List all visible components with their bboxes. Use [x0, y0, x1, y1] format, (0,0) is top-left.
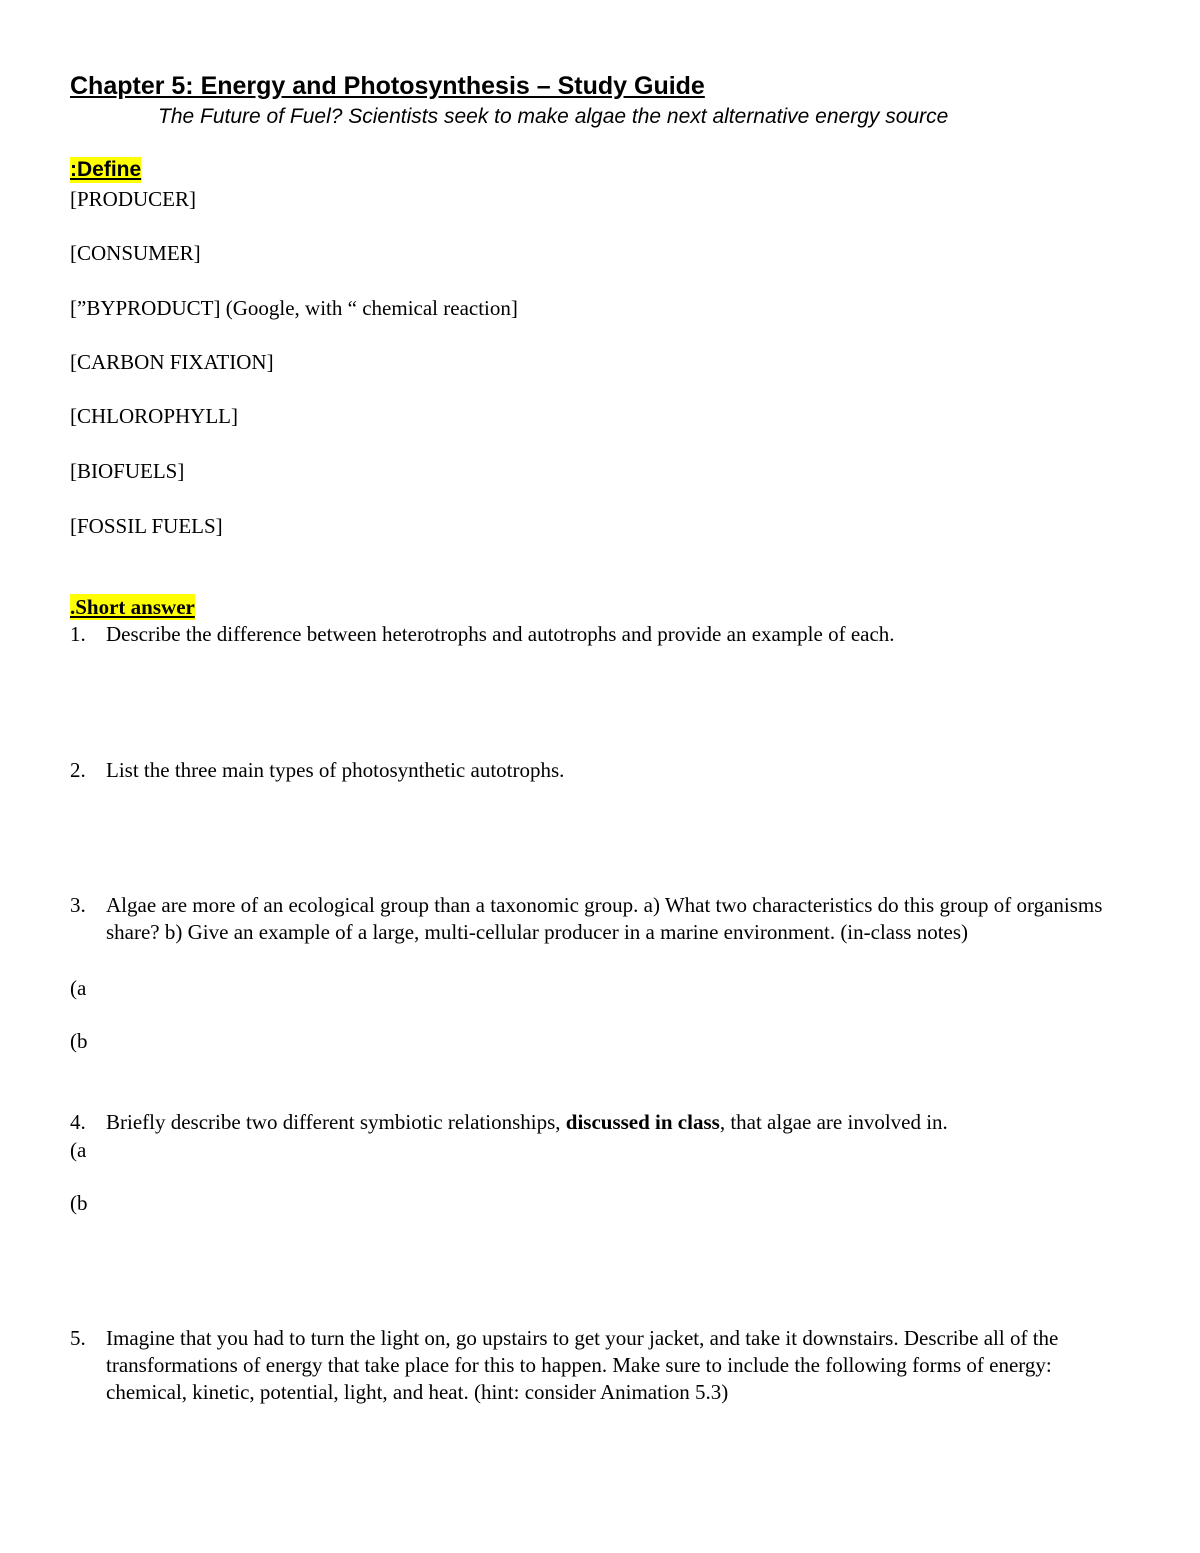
question-text: Algae are more of an ecological group than a taxonomic group. a) What two characteristics do this group of organisms share? b) Give an example of a large, multi-cellular producer in a marine environment. (in-class notes): [106, 893, 1103, 944]
question-text-before: Briefly describe two different symbiotic relationships,: [106, 1110, 566, 1134]
term-carbon-fixation: [CARBON FIXATION]: [70, 350, 274, 374]
question-number: 2.: [70, 758, 86, 782]
question-number: 1.: [70, 622, 86, 646]
question-1: [70, 621, 1135, 648]
question-text: Describe the difference between heterotrophs and autotrophs and provide an example of each.: [106, 622, 895, 646]
question-text: Imagine that you had to turn the light on, go upstairs to get your jacket, and take it downstairs. Describe all of the transformations of energy that take place for this to happen. Make sure to include the following forms of energy: chemical, kinetic, potential, light, and heat. (hint: consider Animation 5.3): [106, 1326, 1059, 1404]
question-3: [70, 892, 1135, 946]
term-byproduct: [”BYPRODUCT] (Google, with “ chemical reaction]: [70, 296, 518, 320]
answer-part-b: (b: [70, 1029, 88, 1053]
define-heading: :Define: [70, 158, 142, 181]
question-text: [106, 1109, 1135, 1136]
term-chlorophyll: [CHLOROPHYLL]: [70, 404, 238, 428]
term-producer: [PRODUCER]: [70, 187, 197, 211]
question-text: List the three main types of photosynthetic autotrophs.: [106, 758, 565, 782]
answer-part-a: (a: [70, 976, 87, 1000]
term-fossil-fuels: [FOSSIL FUELS]: [70, 514, 223, 538]
term-consumer: [CONSUMER]: [70, 241, 201, 265]
page-title: Chapter 5: Energy and Photosynthesis – Study Guide: [70, 72, 705, 100]
question-5: [70, 1325, 1135, 1406]
page-subtitle: The Future of Fuel? Scientists seek to make algae the next alternative energy source: [158, 105, 949, 128]
answer-part-b: (b: [70, 1191, 88, 1215]
question-text-after: , that algae are involved in.: [719, 1110, 948, 1134]
question-text-bold: discussed in class: [565, 1110, 720, 1134]
answer-part-a: (a: [70, 1138, 87, 1162]
question-2: [70, 757, 1135, 784]
term-biofuels: [BIOFUELS]: [70, 459, 185, 483]
question-number: 4.: [70, 1110, 86, 1134]
question-4: [70, 1109, 1135, 1136]
short-answer-heading: .Short answer: [70, 595, 195, 619]
question-number: 5.: [70, 1326, 86, 1350]
question-number: 3.: [70, 893, 86, 917]
